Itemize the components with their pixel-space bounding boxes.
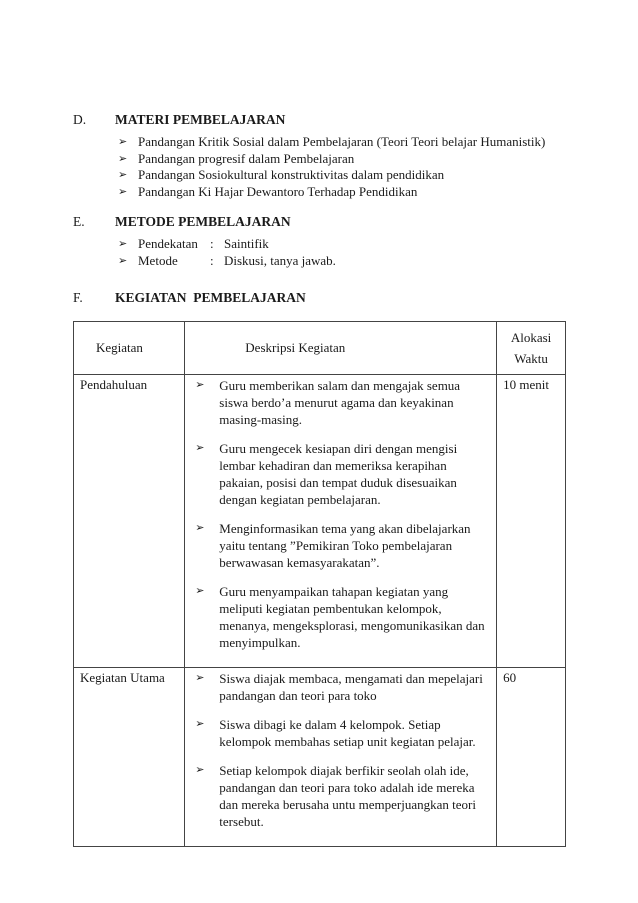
header-alokasi	[497, 322, 566, 375]
list-item	[118, 151, 545, 168]
list-item-text: Menginformasikan tema yang akan dibelajarkan yaitu tentang ”Pemikiran Toko pembelajaran berwawasan kemasyarakatan”.	[219, 521, 471, 570]
list-item-text: Siswa diajak membaca, mengamati dan mepelajari pandangan dan teori para toko	[219, 671, 483, 703]
list-item-text: Guru mengecek kesiapan diri dengan mengisi lembar kehadiran dan memeriksa kerapihan pakaian, posisi dan tempat duduk disesuaikan dengan kegiatan pembelajaran.	[219, 441, 458, 507]
metode-separator: :	[210, 252, 214, 268]
section-materi	[73, 112, 545, 200]
list-item-text: Guru memberikan salam dan mengajak semua siswa berdo’a menurut agama dan keyakinan masing-masing.	[219, 378, 461, 427]
section-heading	[73, 290, 306, 306]
list-item-text: Pandangan Sosiokultural konstruktivitas dalam pendidikan	[138, 167, 445, 182]
section-title: KEGIATAN PEMBELAJARAN	[115, 290, 306, 305]
section-kegiatan	[73, 290, 306, 306]
list-item	[195, 377, 492, 428]
list-item-text: Guru menyampaikan tahapan kegiatan yang meliputi kegiatan pembentukan kelompok, menanya, mengeksplorasi, mengomunikasikan dan menyimpulkan.	[219, 584, 485, 650]
arrow-bullet-icon: ➢	[118, 136, 128, 148]
list-item	[118, 184, 545, 201]
header-alokasi-line2: Waktu	[514, 351, 548, 366]
section-heading	[73, 112, 545, 128]
list-item-text: Pandangan Ki Hajar Dewantoro Terhadap Pendidikan	[138, 183, 418, 199]
list-item	[195, 440, 492, 508]
header-kegiatan: Kegiatan	[74, 322, 185, 375]
arrow-bullet-icon: ➢	[195, 379, 205, 391]
section-heading	[73, 214, 336, 230]
section-title: METODE PEMBELAJARAN	[115, 214, 291, 229]
arrow-bullet-icon: ➢	[118, 238, 128, 250]
metode-key: Pendekatan	[138, 236, 198, 251]
list-item	[118, 236, 336, 253]
list-item-text: Siswa dibagi ke dalam 4 kelompok. Setiap kelompok membahas setiap unit kegiatan pelajar.	[219, 717, 476, 749]
arrow-bullet-icon: ➢	[195, 442, 205, 454]
list-item-text: Setiap kelompok diajak berfikir seolah olah ide, pandangan dan teori para toko adalah ide mereka dan mereka berusaha untu memperjuangkan teori tersebut.	[219, 763, 476, 829]
row-alokasi: 60	[497, 668, 566, 847]
arrow-bullet-icon: ➢	[118, 185, 128, 198]
list-item	[118, 167, 545, 184]
list-item	[195, 583, 492, 651]
arrow-bullet-icon: ➢	[195, 764, 205, 776]
table-row	[74, 375, 566, 668]
header-alokasi-line1: Alokasi	[510, 330, 552, 345]
section-metode	[73, 214, 336, 269]
metode-list	[118, 236, 336, 269]
list-item	[118, 134, 545, 151]
arrow-bullet-icon: ➢	[195, 672, 205, 684]
arrow-bullet-icon: ➢	[195, 585, 205, 597]
materi-list	[118, 134, 545, 200]
table-header-row	[74, 322, 566, 375]
arrow-bullet-icon: ➢	[195, 522, 205, 534]
table-row	[74, 668, 566, 847]
list-item-text: Pandangan Kritik Sosial dalam Pembelajaran (Teori Teori belajar Humanistik)	[138, 134, 546, 149]
list-item	[118, 253, 336, 270]
header-deskripsi: Deskripsi Kegiatan	[185, 322, 497, 375]
metode-value: Saintifik	[224, 236, 269, 251]
list-item	[195, 670, 492, 704]
row-deskripsi	[185, 668, 497, 847]
section-letter: E.	[73, 214, 85, 229]
metode-value: Diskusi, tanya jawab.	[224, 252, 336, 268]
row-alokasi: 10 menit	[497, 375, 566, 668]
arrow-bullet-icon: ➢	[118, 254, 128, 267]
row-kegiatan: Pendahuluan	[74, 375, 185, 668]
arrow-bullet-icon: ➢	[118, 169, 128, 181]
kegiatan-table	[73, 321, 566, 847]
section-letter: F.	[73, 290, 83, 305]
metode-key: Metode	[138, 252, 178, 268]
section-letter: D.	[73, 112, 87, 127]
row-deskripsi	[185, 375, 497, 668]
arrow-bullet-icon: ➢	[195, 718, 205, 730]
list-item-text: Pandangan progresif dalam Pembelajaran	[138, 150, 355, 166]
list-item	[195, 762, 492, 830]
section-title: MATERI PEMBELAJARAN	[115, 112, 286, 127]
list-item	[195, 716, 492, 750]
arrow-bullet-icon: ➢	[118, 152, 128, 165]
metode-separator: :	[210, 236, 214, 251]
list-item	[195, 520, 492, 571]
row-kegiatan: Kegiatan Utama	[74, 668, 185, 847]
